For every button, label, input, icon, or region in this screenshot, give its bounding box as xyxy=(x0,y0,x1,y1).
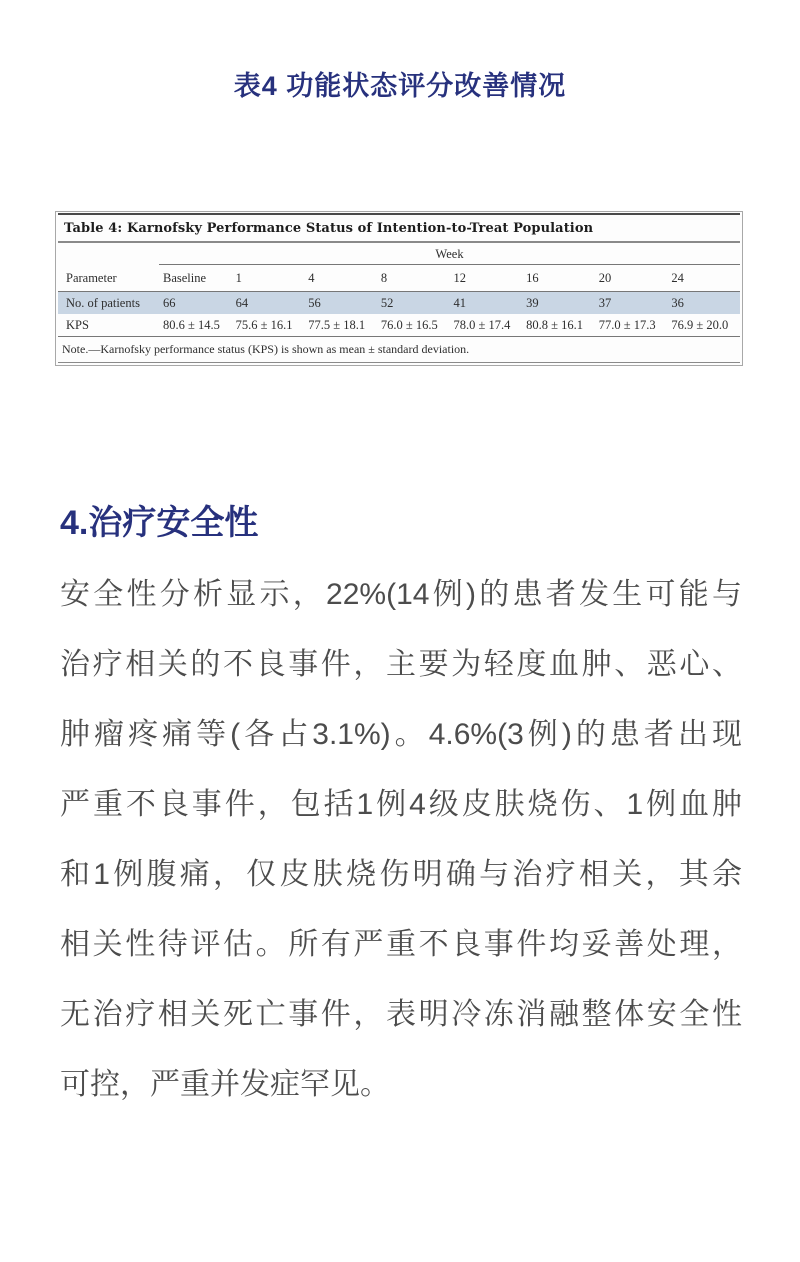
body-line: 可控，严重并发症罕见。 xyxy=(60,1068,390,1101)
col-header-parameter: Parameter xyxy=(66,271,117,285)
body-line: 相关性待评估。所有严重不良事件均妥善处理， xyxy=(60,928,742,961)
karnofsky-table-figure xyxy=(55,211,743,366)
col-header-week4: 4 xyxy=(308,271,315,285)
cell-value: 80.8 ± 16.1 xyxy=(526,318,583,332)
table-body xyxy=(58,292,740,337)
body-line: 肿瘤疼痛等(各占3.1%)。4.6%(3例)的患者出现 xyxy=(60,718,742,751)
cell-value: 41 xyxy=(453,296,466,310)
row-label: No. of patients xyxy=(66,296,140,310)
row-label: KPS xyxy=(66,318,89,332)
cell-value: 64 xyxy=(235,296,249,310)
cell-value: 39 xyxy=(526,296,539,310)
table-week-spanner: Week xyxy=(159,243,740,265)
col-header-baseline: Baseline xyxy=(163,271,207,285)
cell-value: 66 xyxy=(163,296,176,310)
col-header-week16: 16 xyxy=(526,271,539,285)
cell-value: 76.9 ± 20.0 xyxy=(671,318,729,332)
cell-value: 37 xyxy=(598,296,612,310)
table-header-row xyxy=(58,265,740,292)
cell-value: 80.6 ± 14.5 xyxy=(163,318,220,332)
cell-value: 56 xyxy=(308,296,321,310)
cell-value: 52 xyxy=(380,296,394,310)
table-row-patients xyxy=(58,292,740,314)
col-header-week8: 8 xyxy=(380,271,388,285)
table-row-kps xyxy=(58,314,740,336)
col-header-week1: 1 xyxy=(235,271,242,285)
cell-value: 75.6 ± 16.1 xyxy=(235,318,293,332)
body-line: 和1例腹痛，仅皮肤烧伤明确与治疗相关，其余 xyxy=(60,858,742,891)
body-line: 安全性分析显示，22%(14例)的患者发生可能与 xyxy=(60,578,742,611)
table-inner xyxy=(58,213,740,363)
page-title: 表4 功能状态评分改善情况 xyxy=(233,71,567,101)
body-line: 严重不良事件，包括1例4级皮肤烧伤、1例血肿 xyxy=(60,788,742,821)
section-heading: 4.治疗安全性 xyxy=(60,504,259,542)
body-paragraph xyxy=(60,560,742,1120)
cell-value: 76.0 ± 16.5 xyxy=(380,318,438,332)
cell-value: 77.0 ± 17.3 xyxy=(598,318,656,332)
col-header-week20: 20 xyxy=(598,271,612,285)
col-header-week24: 24 xyxy=(671,271,684,285)
col-header-week12: 12 xyxy=(453,271,466,285)
body-line: 无治疗相关死亡事件，表明冷冻消融整体安全性 xyxy=(60,998,742,1031)
cell-value: 36 xyxy=(671,296,684,310)
body-line: 治疗相关的不良事件，主要为轻度血肿、恶心、 xyxy=(60,648,742,681)
cell-value: 78.0 ± 17.4 xyxy=(453,318,511,332)
table-note: Note.—Karnofsky performance status (KPS) is shown as mean ± standard deviation. xyxy=(58,337,740,363)
cell-value: 77.5 ± 18.1 xyxy=(308,318,366,332)
table-title: Table 4: Karnofsky Performance Status of Intention-to-Treat Population xyxy=(58,215,740,243)
